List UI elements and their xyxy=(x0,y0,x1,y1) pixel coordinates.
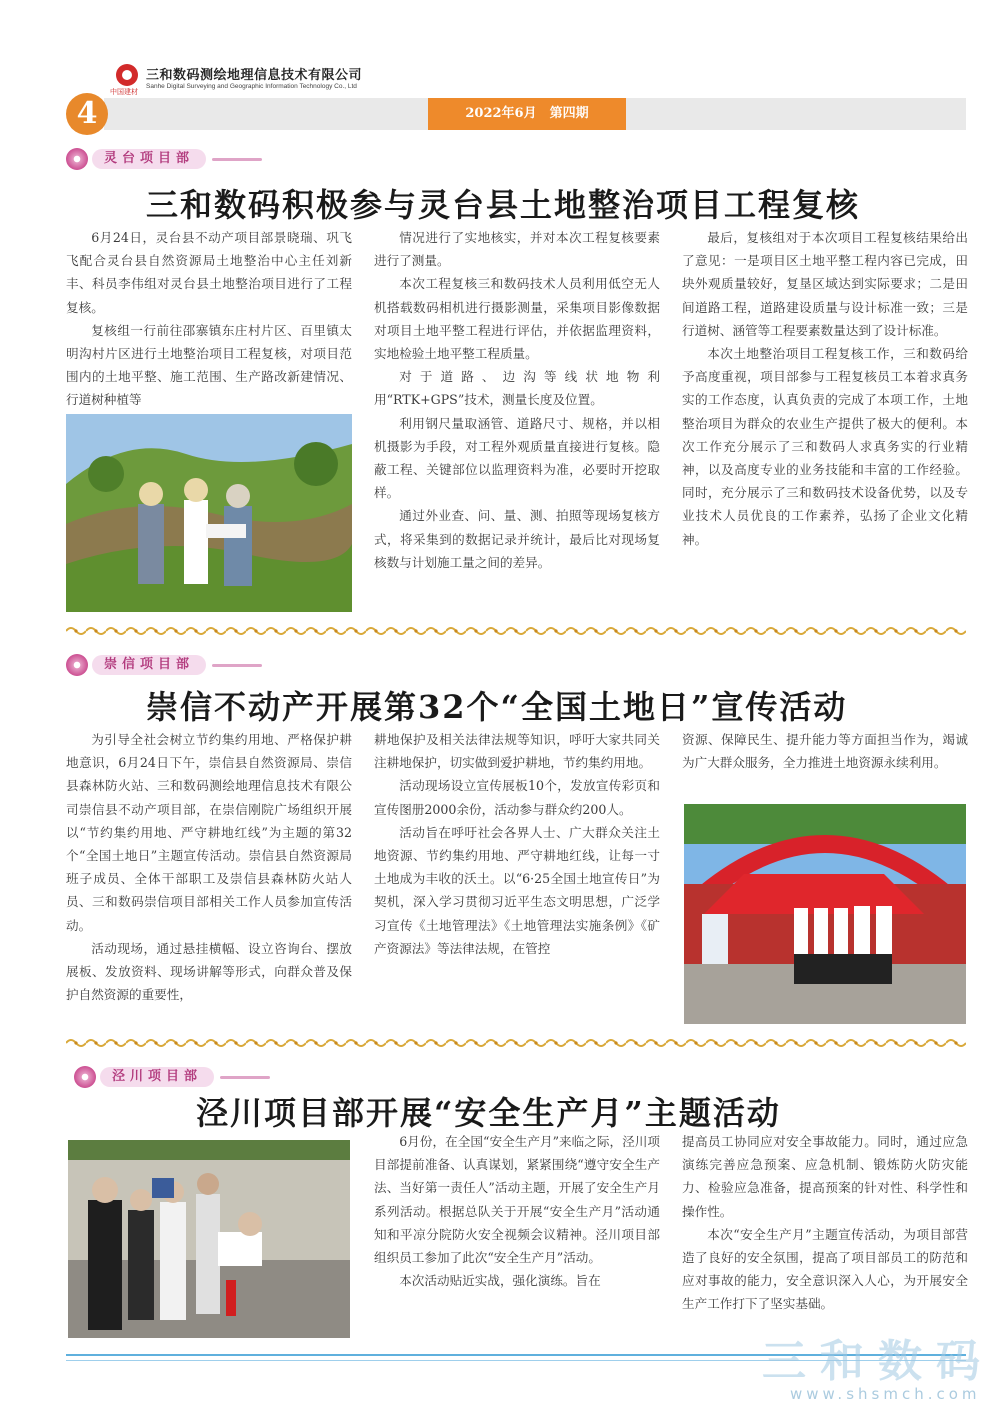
paragraph: 复核组一行前往邵寨镇东庄村片区、百里镇太明沟村片区进行土地整治项目工程复核，对项目范围内的土地平整、施工范围、生产路改新建情况、行道树种植等 xyxy=(66,322,352,408)
company-name-en: Sanhe Digital Surveying and Geographic Information Technology Co., Ltd xyxy=(146,83,357,90)
photo-field-survey xyxy=(66,414,352,612)
paragraph: 本次“安全生产月”主题宣传活动，为项目部营造了良好的安全氛围，提高了项目部员工的防范和应对事故的能力，安全意识深入人心，为开展安全生产工作打下了坚实基础。 xyxy=(682,1226,968,1312)
vine-ornament xyxy=(212,664,262,667)
vine-ornament xyxy=(220,1076,270,1079)
article-title: 泾川项目部开展“安全生产月”主题活动 xyxy=(196,1094,781,1132)
paragraph: 6月24日，灵台县不动产项目部景晓瑞、巩飞飞配合灵台县自然资源局土地整治中心主任刘新丰、科员李伟组对灵台县土地整治项目进行了工程复核。 xyxy=(66,230,352,315)
article-column xyxy=(374,1130,660,1342)
paragraph: 本次活动贴近实战，强化演练。旨在 xyxy=(399,1273,601,1289)
article-column xyxy=(374,728,660,1028)
paragraph: 对于道路、边沟等线状地物利用“RTK+GPS”技术，测量长度及位置。 xyxy=(374,369,660,408)
paragraph: 为引导全社会树立节约集约用地、严格保护耕地意识，6月24日下午，崇信县自然资源局、崇信县森林防火站、三和数码测绘地理信息技术有限公司崇信县不动产项目部，在崇信刚院广场组织开展以“节约集约用地、严守耕地红线”为主题的第32个“全国土地日”主题宣传活动。崇信县自然资源局班子成员、全体干部职工及崇信县森林防火站人员、三和数码崇信项目部相关工作人员参加宣传活动。 xyxy=(66,732,352,933)
logo-subtitle: 中国建材 xyxy=(110,88,138,96)
paragraph: 活动现场设立宣传展板10个，发放宣传彩页和宣传图册2000余份，活动参与群众约200人。 xyxy=(374,778,660,817)
article-column xyxy=(66,728,352,1028)
watermark-text: 三和数码 xyxy=(762,1336,994,1387)
paragraph: 最后，复核组对于本次项目工程复核结果给出了意见：一是项目区土地平整工程内容已完成，田块外观质量较好，复垦区域达到实际要求；二是田间道路工程，道路建设质量与设计标准一致；三是行道树、涵管等工程要素数量达到了设计标准。 xyxy=(682,230,968,338)
article-column xyxy=(66,226,352,412)
paragraph: 资源、保障民生、提升能力等方面担当作为，竭诚为广大群众服务，全力推进土地资源永续利用。 xyxy=(682,732,968,771)
paragraph: 通过外业查、问、量、测、拍照等现场复核方式，将采集到的数据记录并统计，最后比对现场复核数与计划施工量之间的差异。 xyxy=(374,508,660,570)
flower-icon xyxy=(66,148,88,170)
page-number: 4 xyxy=(66,93,108,135)
section-tag-lingtai xyxy=(66,146,262,172)
paragraph: 耕地保护及相关法律法规等知识，呼吁大家共同关注耕地保护，切实做到爱护耕地，节约集约用地。 xyxy=(374,732,660,771)
issue-label: 2022年6月 第四期 xyxy=(428,98,626,130)
section-divider xyxy=(66,1036,966,1050)
paragraph: 本次土地整治项目工程复核工作，三和数码给予高度重视，项目部参与工程复核员工本着求真务实的工作态度，认真负责的完成了本项工作，土地整治项目为群众的农业生产提供了极大的便利。本次工作充分展示了三和数码人求真务实的行业精神，以及高度专业的业务技能和丰富的工作经验。同时，充分展示了三和数码技术设备优势，以及专业技术人员优良的工作素养，弘扬了企业文化精神。 xyxy=(682,346,968,547)
section-divider xyxy=(66,624,966,638)
paragraph: 本次工程复核三和数码技术人员利用低空无人机搭载数码相机进行摄影测量，采集项目影像数据对项目土地平整工程进行评估，并依据监理资料，实地检验土地平整工程质量。 xyxy=(374,276,660,362)
flower-icon xyxy=(74,1066,96,1088)
paragraph: 活动现场，通过悬挂横幅、设立咨询台、摆放展板、发放资料、现场讲解等形式，向群众普及保护自然资源的重要性， xyxy=(66,940,352,1003)
article-column xyxy=(682,728,968,800)
article-title: 三和数码积极参与灵台县土地整治项目工程复核 xyxy=(146,186,861,224)
paragraph: 6月份，在全国“安全生产月”来临之际，泾川项目部提前准备、认真谋划，紧紧围绕“遵守安全生产法、当好第一责任人”活动主题，开展了安全生产月系列活动。根据总队关于开展“安全生产月”活动通知和平凉分院防火安全视频会议精神。泾川项目部组织员工参加了此次“安全生产月”活动。 xyxy=(374,1134,660,1266)
paragraph: 利用钢尺量取涵管、道路尺寸、规格，并以相机摄影为手段，对工程外观质量直接进行复核。隐蔽工程、关键部位以监理资料为准，必要时开挖取样。 xyxy=(374,415,660,501)
section-tag-label: 泾川项目部 xyxy=(100,1067,214,1087)
section-tag-label: 灵台项目部 xyxy=(92,149,206,169)
photo-publicity-event xyxy=(684,804,966,1024)
article-title: 崇信不动产开展第32个“全国土地日”宣传活动 xyxy=(146,688,848,726)
paragraph: 提高员工协同应对安全事故能力。同时，通过应急演练完善应急预案、应急机制、锻炼防火防灾能力、检验应急准备，提高预案的针对性、科学性和操作性。 xyxy=(682,1134,968,1219)
section-tag-label: 崇信项目部 xyxy=(92,655,206,675)
article-column xyxy=(682,1130,968,1342)
paragraph: 活动旨在呼吁社会各界人士、广大群众关注土地资源、节约集约用地、严守耕地红线，让每一寸土地成为丰收的沃土。以“6·25全国土地宣传日”为契机，深入学习贯彻习近平生态文明思想，广泛学习宣传《土地管理法》《土地管理法实施条例》《矿产资源法》等法律法规，在管控 xyxy=(374,824,660,956)
flower-icon xyxy=(66,654,88,676)
article-column xyxy=(374,226,660,618)
paragraph: 情况进行了实地核实，并对本次工程复核要素进行了测量。 xyxy=(374,230,660,269)
vine-ornament xyxy=(212,158,262,161)
article-column xyxy=(682,226,968,618)
company-logo-icon xyxy=(116,64,138,86)
photo-fire-drill xyxy=(68,1140,350,1338)
section-tag-jingchuan xyxy=(74,1064,270,1090)
watermark-url: www.shsmch.com xyxy=(790,1385,981,1403)
section-tag-chongxin xyxy=(66,652,262,678)
company-name: 三和数码测绘地理信息技术有限公司 xyxy=(146,68,363,83)
